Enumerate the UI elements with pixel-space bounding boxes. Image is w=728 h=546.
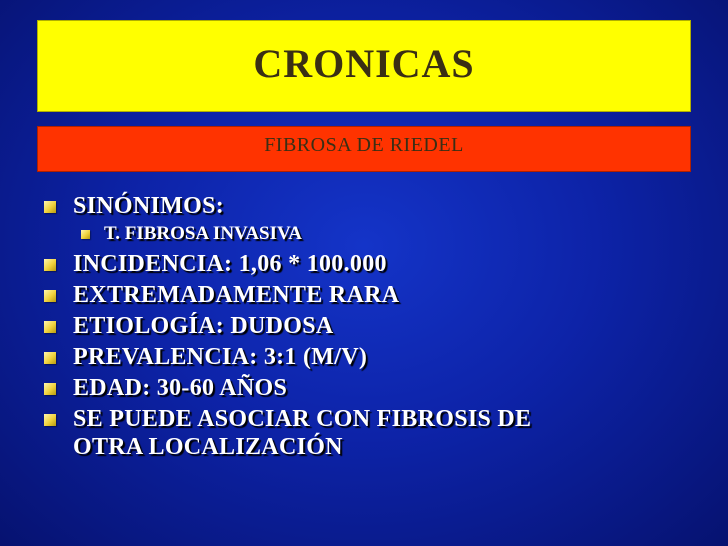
square-bullet-icon — [44, 259, 56, 271]
bullet-item-etiologia — [44, 312, 704, 340]
square-bullet-icon — [44, 414, 56, 426]
bullet-text: INCIDENCIA: 1,06 * 100.000 — [73, 251, 387, 277]
square-bullet-icon — [44, 290, 56, 302]
bullet-item-sinonimos — [44, 192, 704, 220]
bullet-text: EXTREMADAMENTE RARA — [73, 282, 400, 308]
square-bullet-icon — [44, 352, 56, 364]
square-bullet-icon — [44, 383, 56, 395]
bullet-text: SINÓNIMOS: — [73, 193, 225, 219]
bullet-item-extremadamente-rara — [44, 281, 704, 309]
square-bullet-icon — [44, 201, 56, 213]
bullet-list — [44, 192, 704, 464]
slide-subtitle: FIBROSA DE RIEDEL — [264, 133, 464, 156]
bullet-text: ETIOLOGÍA: DUDOSA — [73, 313, 334, 339]
bullet-text-line-2: OTRA LOCALIZACIÓN — [73, 434, 343, 460]
sub-bullet-text: T. FIBROSA INVASIVA — [104, 223, 302, 244]
bullet-text-line-1: SE PUEDE ASOCIAR CON FIBROSIS DE — [73, 406, 532, 432]
bullet-item-asociar-fibrosis — [44, 405, 704, 461]
bullet-text: PREVALENCIA: 3:1 (M/V) — [73, 344, 368, 370]
square-bullet-icon — [44, 321, 56, 333]
bullet-text: EDAD: 30-60 AÑOS — [73, 375, 288, 401]
bullet-item-edad — [44, 374, 704, 402]
square-bullet-icon — [81, 230, 90, 239]
bullet-text-multiline — [73, 405, 531, 461]
slide-title: CRONICAS — [253, 40, 475, 86]
bullet-item-prevalencia — [44, 343, 704, 371]
subtitle-box — [37, 126, 691, 172]
bullet-item-incidencia — [44, 250, 704, 278]
sub-bullet-item-fibrosa-invasiva — [81, 223, 704, 245]
title-box — [37, 20, 691, 112]
